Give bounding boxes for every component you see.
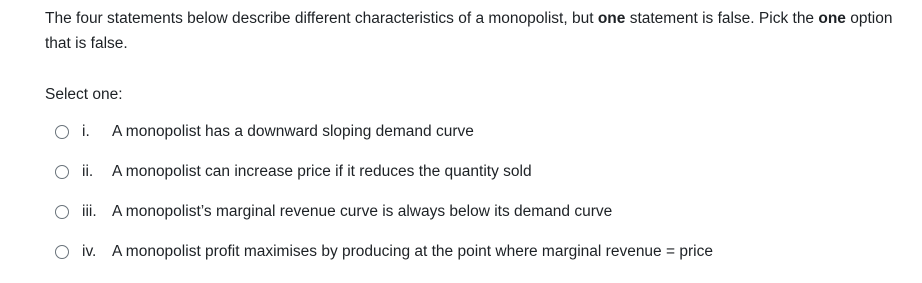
option-number-ii: ii. [82,163,94,180]
question-part-3: option that is false. [45,10,893,52]
select-one-prompt: Select one: [45,86,123,103]
question-part-2: statement is false. Pick the [625,10,819,27]
option-text-iv[interactable]: A monopolist profit maximises by producing at the point where marginal revenue = price [112,243,713,260]
question-text [45,6,905,56]
answer-option-i[interactable] [55,115,713,155]
answer-option-iii[interactable] [55,195,713,235]
radio-button-ii[interactable] [55,165,69,179]
option-number-iii: iii. [82,203,97,220]
question-emphasis-2: one [818,10,846,27]
question-part-1: The four statements below describe different characteristics of a monopolist, but [45,10,598,27]
radio-button-iii[interactable] [55,205,69,219]
radio-button-i[interactable] [55,125,69,139]
option-text-i[interactable]: A monopolist has a downward sloping demand curve [112,123,474,140]
option-text-ii[interactable]: A monopolist can increase price if it reduces the quantity sold [112,163,532,180]
radio-button-iv[interactable] [55,245,69,259]
question-emphasis-1: one [597,10,626,27]
answer-option-iv[interactable] [55,235,713,275]
option-text-iii[interactable]: A monopolist’s marginal revenue curve is always below its demand curve [112,203,613,220]
option-number-i: i. [82,123,90,140]
answer-option-ii[interactable] [55,155,713,195]
option-number-iv: iv. [82,243,97,260]
answer-options [55,115,713,275]
